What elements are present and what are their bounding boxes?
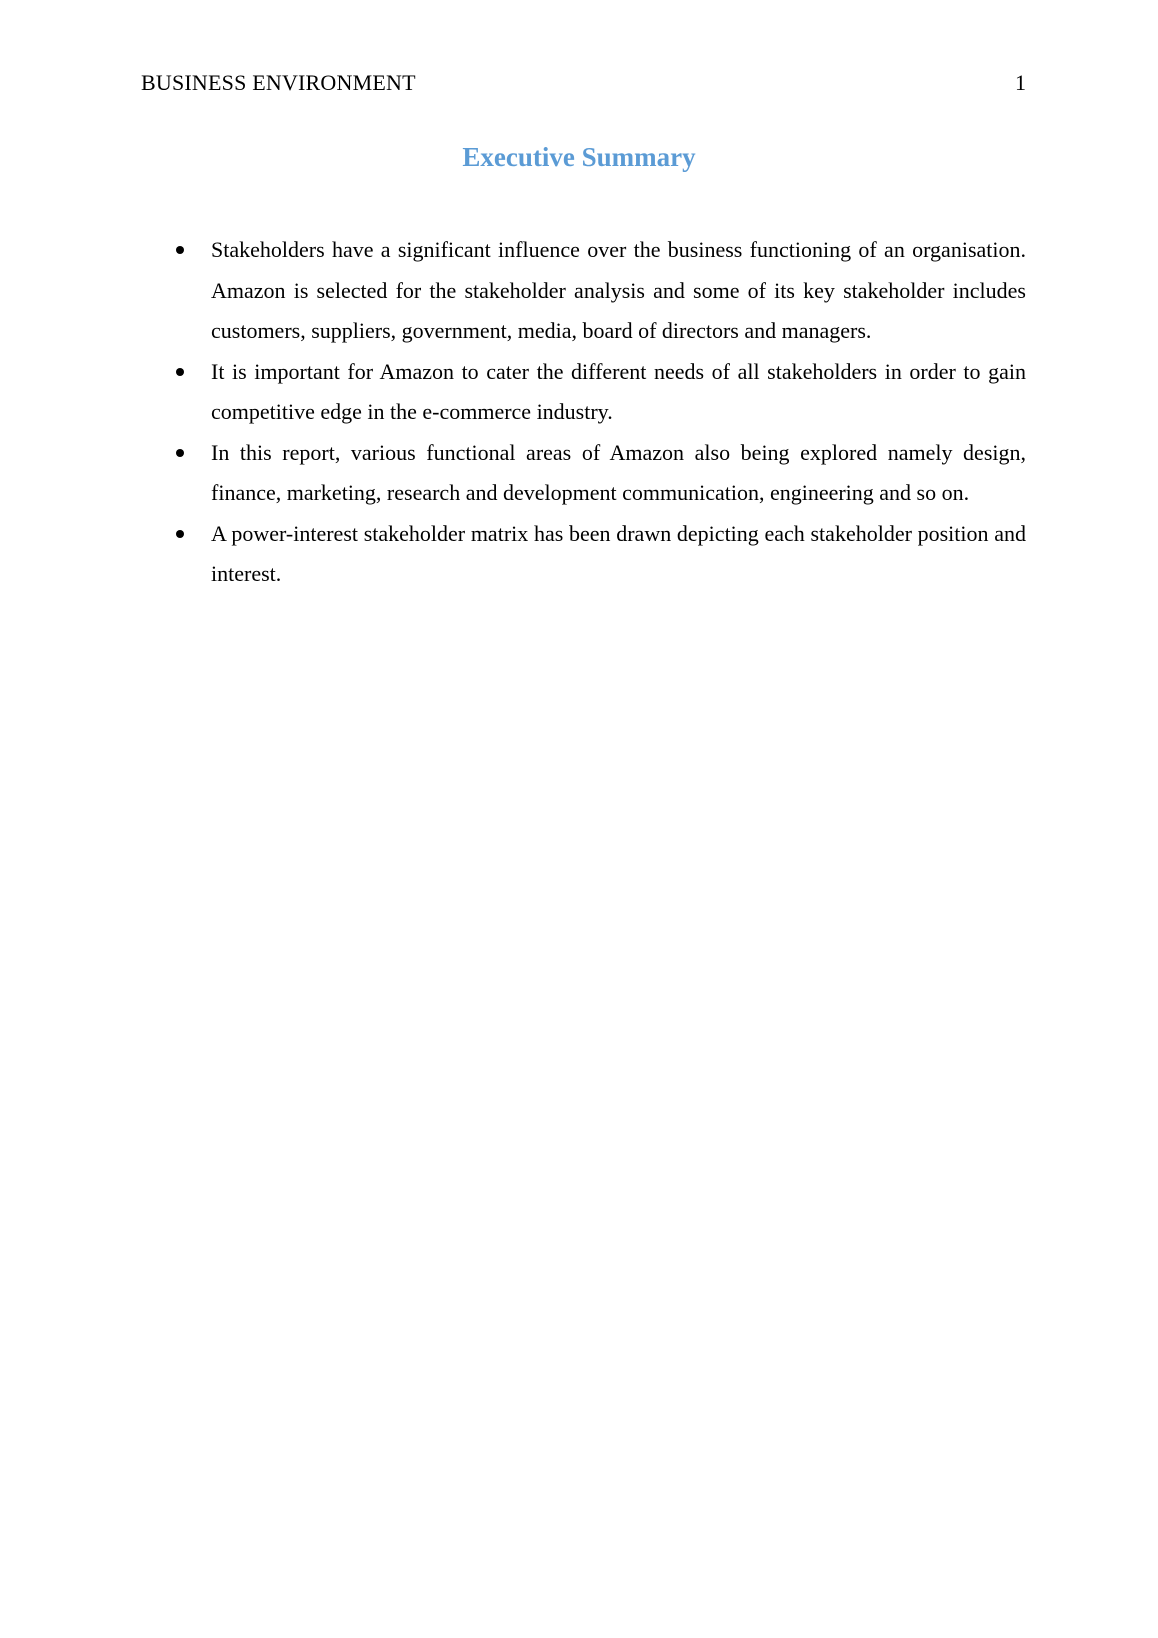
bullet-text: In this report, various functional areas of Amazon also being explored namely design, finance, marketing, research and development communication, engineering and so on. (211, 439, 1026, 505)
running-header (141, 68, 1026, 98)
bullet-icon (176, 530, 184, 538)
bullet-item-2 (141, 352, 1026, 433)
bullet-icon (176, 449, 184, 457)
bullet-text: A power-interest stakeholder matrix has been drawn depicting each stakeholder position and interest. (211, 520, 1026, 586)
bullet-icon (176, 246, 184, 254)
page-number: 1 (1015, 70, 1026, 95)
running-head-title: BUSINESS ENVIRONMENT (141, 70, 416, 95)
bullet-item-4 (141, 514, 1026, 595)
section-title: Executive Summary (462, 142, 696, 172)
bullet-text: Stakeholders have a significant influence over the business functioning of an organisation. Amazon is selected for the stakeholder analysis and some of its key stakeholder includes customers, suppliers, government, media, board of directors and managers. (211, 237, 1026, 343)
bullet-icon (176, 368, 184, 376)
summary-bullet-list (141, 230, 1026, 595)
bullet-item-1 (141, 230, 1026, 352)
bullet-text: It is important for Amazon to cater the different needs of all stakeholders in order to gain competitive edge in the e-commerce industry. (211, 358, 1026, 424)
bullet-item-3 (141, 433, 1026, 514)
